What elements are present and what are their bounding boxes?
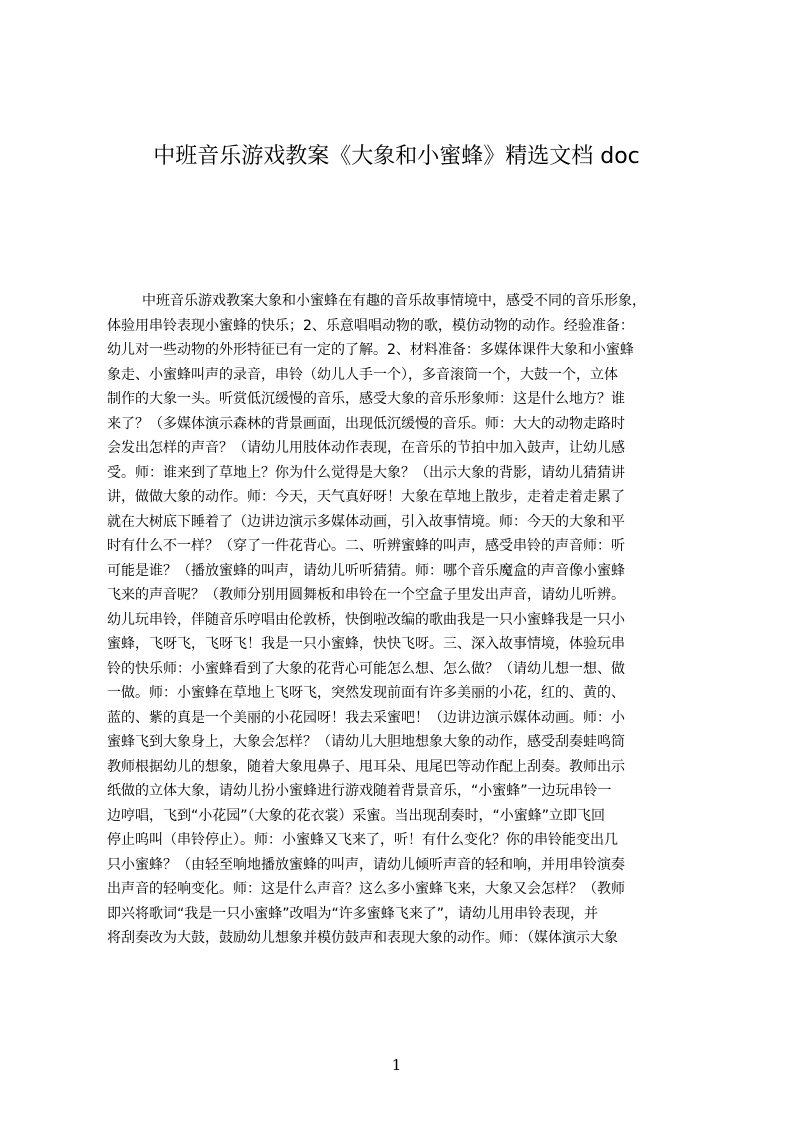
paragraph-line: 出声音的轻响变化。师：这是什么声音？这么多小蜜蜂飞来，大象又会怎样？（教师 <box>107 881 625 897</box>
paragraph-line: 蓝的、紫的真是一个美丽的小花园呀！我去采蜜吧！（边讲边演示媒体动画。师：小 <box>107 709 625 726</box>
paragraph-line: 时有什么不一样？（穿了一件花背心。二、听辨蜜蜂的叫声，感受串铃的声音师：听 <box>107 538 625 554</box>
paragraph-line: 体验用串铃表现小蜜蜂的快乐；2、乐意唱唱动物的歌，模仿动物的动作。经验准备： <box>107 317 634 334</box>
paragraph-line: 来了？（多媒体演示森林的背景画面，出现低沉缓慢的音乐。师：大大的动物走路时 <box>107 415 625 432</box>
paragraph-line: 一做。师：小蜜蜂在草地上飞呀飞，突然发现前面有许多美丽的小花，红的、黄的、 <box>107 685 625 701</box>
paragraph-line: 边哼唱，飞到“小花园”（大象的花衣裳）采蜜。当出现刮奏时，“小蜜蜂”立即飞回 <box>107 807 606 824</box>
paragraph-line: 象走、小蜜蜂叫声的录音，串铃（幼儿人手一个），多音滚筒一个，大鼓一个，立体 <box>107 366 618 383</box>
paragraph-line: 将刮奏改为大鼓，鼓励幼儿想象并模仿鼓声和表现大象的动作。师：（媒体演示大象 <box>107 930 618 946</box>
paragraph-line: 停止呜叫（串铃停止）。师：小蜜蜂又飞来了，听！有什么变化？你的串铃能变出几 <box>107 832 618 848</box>
paragraph-line: 就在大树底下睡着了（边讲边演示多媒体动画，引入故事情境。师：今天的大象和平 <box>107 513 625 530</box>
page-number: 1 <box>391 1056 402 1074</box>
paragraph-line: 可能是谁？（播放蜜蜂的叫声，请幼儿听听猜猜。师：哪个音乐魔盒的声音像小蜜蜂 <box>107 562 625 579</box>
paragraph-line: 中班音乐游戏教案大象和小蜜蜂在有趣的音乐故事情境中，感受不同的音乐形象， <box>142 293 646 309</box>
paragraph-line: 即兴将歌词“我是一只小蜜蜂”改唱为“许多蜜蜂飞来了”，请幼儿用串铃表现，并 <box>107 905 599 922</box>
paragraph-line: 受。师：谁来到了草地上？你为什么觉得是大象？（出示大象的背影，请幼儿猜猜讲 <box>107 464 625 481</box>
paragraph-line: 教师根据幼儿的想象，随着大象甩鼻子、甩耳朵、甩尾巴等动作配上刮奏。教师出示 <box>107 758 625 775</box>
paragraph-line: 制作的大象一头。听赏低沉缓慢的音乐，感受大象的音乐形象师：这是什么地方？谁 <box>107 391 625 407</box>
paragraph-line: 纸做的立体大象，请幼儿扮小蜜蜂进行游戏随着背景音乐，“小蜜蜂”一边玩串铃一 <box>107 783 612 799</box>
paragraph-line: 蜜蜂飞到大象身上，大象会怎样？（请幼儿大胆地想象大象的动作，感受刮奏蛙鸣筒 <box>107 734 625 750</box>
paragraph-line: 会发出怎样的声音？（请幼儿用肢体动作表现，在音乐的节拍中加入鼓声，让幼儿感 <box>107 440 625 456</box>
paragraph-line: 只小蜜蜂？（由轻至响地播放蜜蜂的叫声，请幼儿倾听声音的轻和响，并用串铃演奏 <box>107 856 625 873</box>
paragraph-line: 铃的快乐师：小蜜蜂看到了大象的花背心可能怎么想、怎么做？（请幼儿想一想、做 <box>107 660 625 677</box>
paragraph-line: 飞来的声音呢？（教师分别用圆舞板和串铃在一个空盒子里发出声音，请幼儿听辨。 <box>107 587 625 603</box>
paragraph-line: 幼儿对一些动物的外形特征已有一定的了解。2、材料准备：多媒体课件大象和小蜜蜂 <box>107 342 634 358</box>
paragraph-line: 幼儿玩串铃，伴随音乐哼唱由伦敦桥，快倒啦改编的歌曲我是一只小蜜蜂我是一只小 <box>107 611 625 628</box>
paragraph-line: 讲，做做大象的动作。师：今天，天气真好呀！大象在草地上散步，走着走着走累了 <box>107 489 625 505</box>
document-title: 中班音乐游戏教案《大象和小蜜蜂》精选文档 doc <box>153 144 640 169</box>
body-paragraph <box>107 289 699 951</box>
paragraph-line: 蜜蜂，飞呀飞，飞呀飞！我是一只小蜜蜂，快快飞呀。三、深入故事情境，体验玩串 <box>107 636 625 652</box>
